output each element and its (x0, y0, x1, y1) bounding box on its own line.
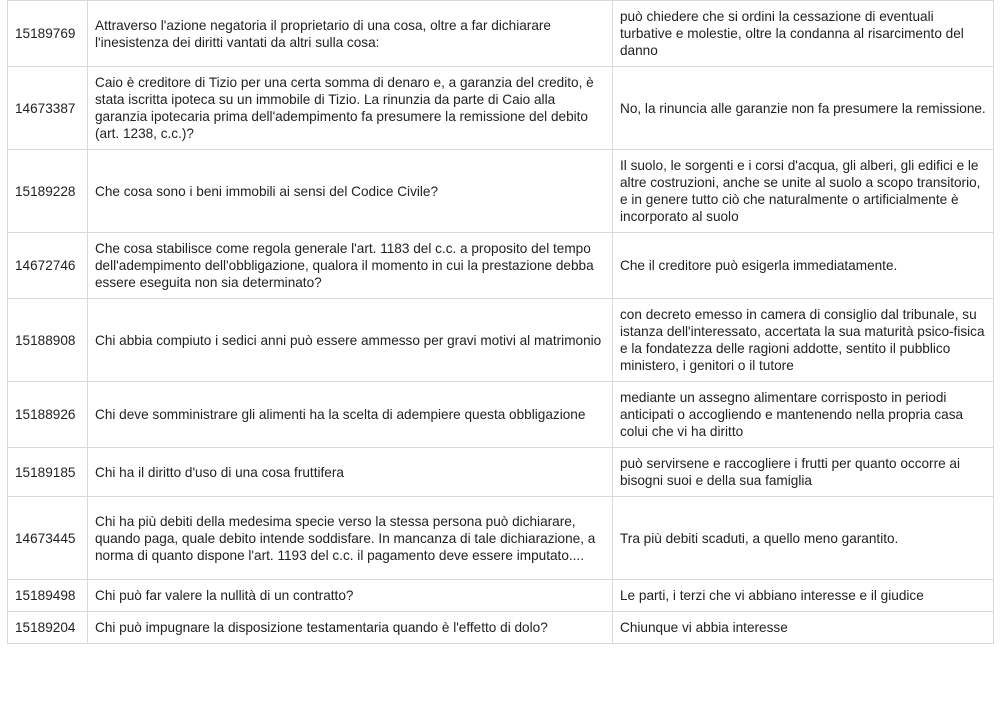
table-row (8, 1, 994, 67)
answer-text: con decreto emesso in camera di consiglio dal tribunale, su istanza dell'interessato, accertata la sua maturità psico-fisica e la fondatezza delle ragioni addotte, sentito il pubblico ministero, i genitori o il tutore (613, 299, 994, 382)
question-id: 14672746 (8, 233, 88, 299)
table-row (8, 67, 994, 150)
answer-text: Tra più debiti scaduti, a quello meno garantito. (613, 497, 994, 580)
table-row (8, 497, 994, 580)
question-text: Chi ha il diritto d'uso di una cosa fruttifera (88, 448, 613, 497)
question-text: Chi può far valere la nullità di un contratto? (88, 580, 613, 612)
table-row (8, 150, 994, 233)
table-row (8, 299, 994, 382)
question-text: Che cosa sono i beni immobili ai sensi del Codice Civile? (88, 150, 613, 233)
table-row (8, 448, 994, 497)
question-id: 15189204 (8, 612, 88, 644)
answer-text: può servirsene e raccogliere i frutti per quanto occorre ai bisogni suoi e della sua famiglia (613, 448, 994, 497)
table-row (8, 580, 994, 612)
question-text: Chi deve somministrare gli alimenti ha la scelta di adempiere questa obbligazione (88, 382, 613, 448)
question-text: Che cosa stabilisce come regola generale l'art. 1183 del c.c. a proposito del tempo dell'adempimento dell'obbligazione, qualora il momento in cui la prestazione debba essere eseguita non sia determinato? (88, 233, 613, 299)
answer-text: Chiunque vi abbia interesse (613, 612, 994, 644)
answer-text: mediante un assegno alimentare corrisposto in periodi anticipati o accogliendo e mantenendo nella propria casa colui che vi ha diritto (613, 382, 994, 448)
question-id: 14673387 (8, 67, 88, 150)
answer-text: Il suolo, le sorgenti e i corsi d'acqua, gli alberi, gli edifici e le altre costruzioni, anche se unite al suolo a scopo transitorio, e in genere tutto ciò che naturalmente o artificialmente è incorporato al suolo (613, 150, 994, 233)
question-id: 15188926 (8, 382, 88, 448)
question-id: 15189769 (8, 1, 88, 67)
question-id: 15188908 (8, 299, 88, 382)
qa-table (7, 0, 994, 644)
question-text: Chi abbia compiuto i sedici anni può essere ammesso per gravi motivi al matrimonio (88, 299, 613, 382)
question-id: 15189498 (8, 580, 88, 612)
answer-text: No, la rinuncia alle garanzie non fa presumere la remissione. (613, 67, 994, 150)
question-text: Attraverso l'azione negatoria il proprietario di una cosa, oltre a far dichiarare l'inesistenza dei diritti vantati da altri sulla cosa: (88, 1, 613, 67)
question-text: Caio è creditore di Tizio per una certa somma di denaro e, a garanzia del credito, è stata iscritta ipoteca su un immobile di Tizio. La rinunzia da parte di Caio alla garanzia ipotecaria prima dell'adempimento fa presumere la remissione del debito (art. 1238, c.c.)? (88, 67, 613, 150)
question-text: Chi può impugnare la disposizione testamentaria quando è l'effetto di dolo? (88, 612, 613, 644)
answer-text: può chiedere che si ordini la cessazione di eventuali turbative e molestie, oltre la condanna al risarcimento del danno (613, 1, 994, 67)
answer-text: Le parti, i terzi che vi abbiano interesse e il giudice (613, 580, 994, 612)
answer-text: Che il creditore può esigerla immediatamente. (613, 233, 994, 299)
question-id: 15189185 (8, 448, 88, 497)
question-id: 15189228 (8, 150, 88, 233)
table-row (8, 382, 994, 448)
question-text: Chi ha più debiti della medesima specie verso la stessa persona può dichiarare, quando paga, quale debito intende soddisfare. In mancanza di tale dichiarazione, a norma di quanto dispone l'art. 1193 del c.c. il pagamento deve essere imputato.... (88, 497, 613, 580)
question-id: 14673445 (8, 497, 88, 580)
table-row (8, 233, 994, 299)
table-row (8, 612, 994, 644)
